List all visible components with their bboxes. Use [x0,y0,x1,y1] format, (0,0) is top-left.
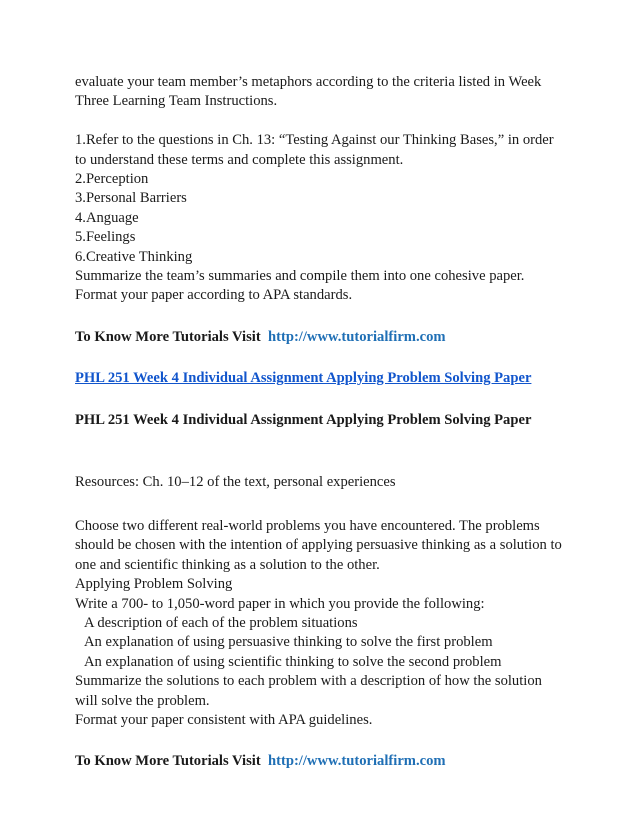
text-line: will solve the problem. [75,692,210,709]
assignment-title-link[interactable]: PHL 251 Week 4 Individual Assignment Applying Problem Solving Paper [75,370,532,387]
list-item: 2.Perception [75,171,149,188]
bullet-item: An explanation of using persuasive thinking to solve the first problem [84,634,493,651]
text-line: Applying Problem Solving [75,576,233,593]
tutorialfirm-link[interactable]: http://www.tutorialfirm.com [268,328,446,345]
text-line: Choose two different real-world problems you have encountered. The problems [75,517,540,534]
cta-text: To Know More Tutorials Visit [75,753,261,770]
text-line: Format your paper consistent with APA guidelines. [75,711,373,728]
bullet-item: An explanation of using scientific thinking to solve the second problem [84,653,502,670]
text-line: Write a 700- to 1,050-word paper in which you provide the following: [75,595,485,612]
text-line: evaluate your team member’s metaphors according to the criteria listed in Week [75,74,542,90]
intro-paragraph [75,73,595,112]
assignment-list [75,131,595,306]
list-item: 6.Creative Thinking [75,248,193,265]
list-item: 4.Anguage [75,209,139,226]
list-item: 5.Feelings [75,229,136,246]
assignment-body [75,517,595,730]
text-line: should be chosen with the intention of applying persuasive thinking as a solution to [75,537,562,554]
list-item: 3.Personal Barriers [75,190,187,207]
text-line: Three Learning Team Instructions. [75,93,278,110]
document-page [75,73,595,772]
text-line: Summarize the team’s summaries and compile them into one cohesive paper. [75,268,525,285]
tutorialfirm-link[interactable]: http://www.tutorialfirm.com [268,753,446,770]
text-line: Summarize the solutions to each problem with a description of how the solution [75,673,542,690]
tutorials-cta-2 [75,752,595,771]
assignment-heading: PHL 251 Week 4 Individual Assignment Applying Problem Solving Paper [75,411,532,428]
text-line: one and scientific thinking as a solution to the other. [75,556,380,573]
tutorials-cta-1 [75,328,595,347]
cta-text: To Know More Tutorials Visit [75,328,261,345]
text-line: Format your paper according to APA standards. [75,287,353,304]
text-line: 1.Refer to the questions in Ch. 13: “Testing Against our Thinking Bases,” in order [75,132,554,149]
resources-line: Resources: Ch. 10–12 of the text, personal experiences [75,474,396,491]
bullet-item: A description of each of the problem situations [84,614,358,631]
text-line: to understand these terms and complete this assignment. [75,151,404,168]
